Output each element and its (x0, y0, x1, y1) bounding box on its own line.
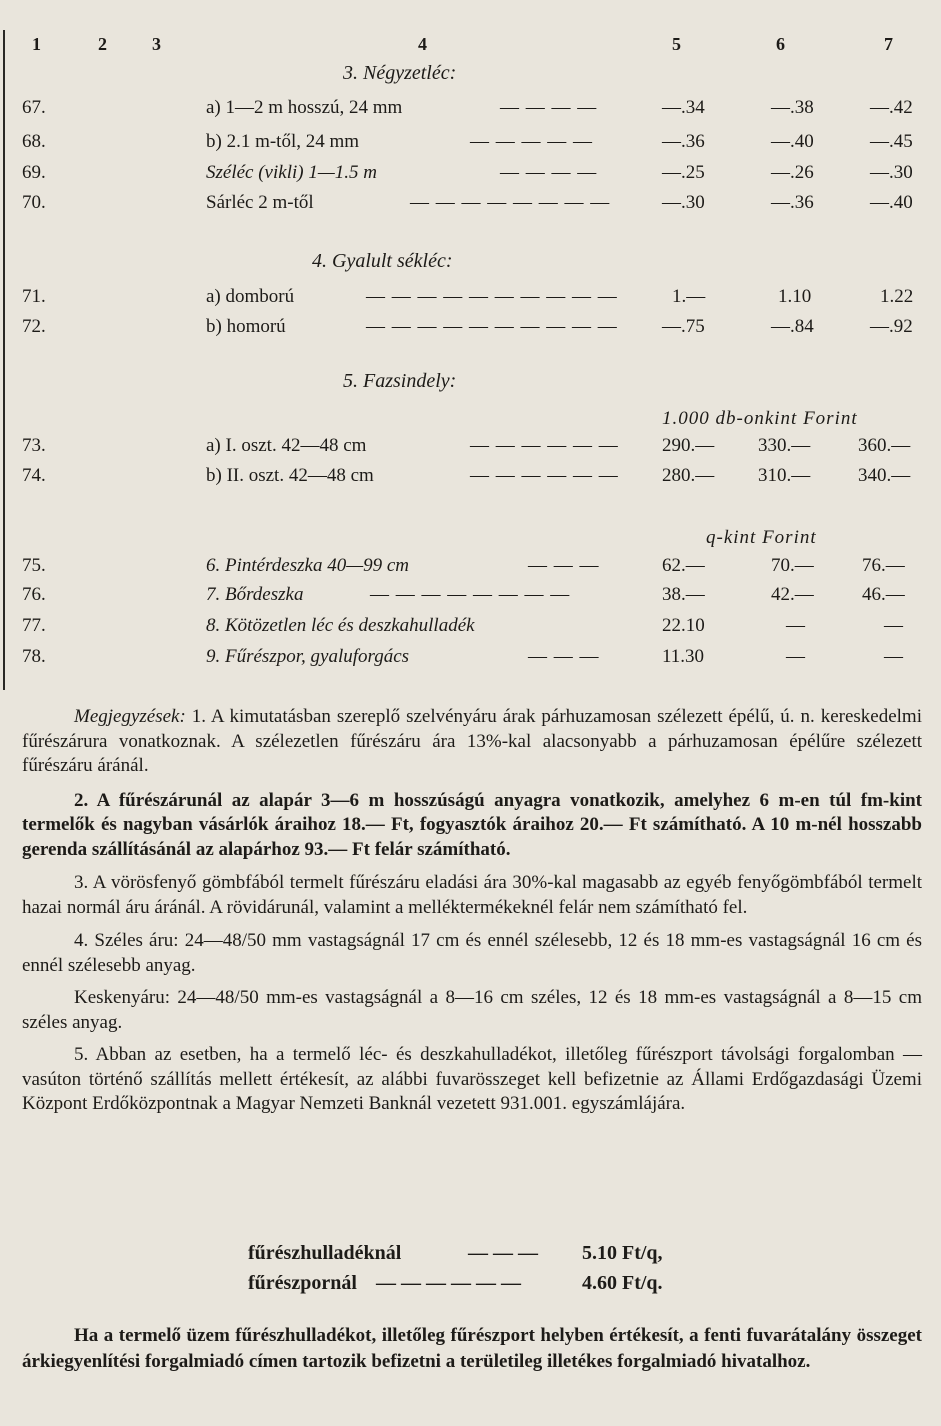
note-2: 2. A fűrészárunál az alapár 3—6 m hosszúságú anyagra vonatkozik, amelyhez 6 m-en túl fm-kint termelők és nagyban vásárlók áraihoz 18.— Ft, fogyasztók áraihoz 20.— Ft számítható. A 10 m-nél hosszabb gerenda szállításánál az alapárhoz 93.— Ft felár számítható. (22, 789, 922, 860)
price-col7: 1.22 (880, 286, 914, 307)
row-number: 72. (22, 316, 46, 337)
price-col7: 360.— (858, 435, 911, 456)
section-title-fazsindely: 5. Fazsindely: (343, 370, 457, 392)
row-label: a) I. oszt. 42—48 cm (206, 435, 367, 456)
price-col5: 22.10 (662, 615, 705, 636)
price-col6: —.38 (771, 97, 814, 118)
price-col5: 11.30 (662, 646, 705, 667)
price-col7: —.92 (870, 316, 913, 337)
price-col6: 330.— (758, 435, 811, 456)
row-number: 74. (22, 465, 46, 486)
fee-label: fűrészhulladéknál (248, 1242, 402, 1264)
unit-per-quintal: q-kint Forint (706, 527, 817, 548)
row-number: 71. (22, 286, 46, 307)
leader-dashes: — — — — — — — — (370, 584, 571, 605)
row-number: 68. (22, 131, 46, 152)
col-header-7: 7 (884, 34, 893, 54)
price-col6: 310.— (758, 465, 811, 486)
price-col7: 76.— (862, 555, 905, 576)
price-col7: — (884, 646, 903, 667)
price-col5: —.34 (662, 97, 705, 118)
price-col6: —.84 (771, 316, 814, 337)
final-paragraph (22, 1323, 922, 1375)
note-4-wide: 4. Széles áru: 24—48/50 mm vastagságnál 17 cm és ennél szélesebb, 12 és 18 mm-es vastagságnál 16 cm és ennél szélesebb anyag. (22, 930, 922, 976)
section-title-negyzetlec: 3. Négyzetléc: (343, 62, 457, 84)
row-label: Sárléc 2 m-től (206, 192, 314, 213)
price-col5: —.25 (662, 162, 705, 183)
fee-label: fűrészpornál (248, 1272, 357, 1294)
price-col6: 42.— (771, 584, 814, 605)
row-number: 77. (22, 615, 46, 636)
price-col5: 290.— (662, 435, 715, 456)
row-number: 70. (22, 192, 46, 213)
price-col5: 62.— (662, 555, 705, 576)
notes-block (22, 705, 922, 1117)
col-header-2: 2 (98, 34, 107, 54)
leader-dashes: — — — — — — (470, 435, 619, 456)
col-header-1: 1 (32, 34, 41, 54)
row-number: 69. (22, 162, 46, 183)
price-col6: —.26 (771, 162, 814, 183)
price-col7: —.42 (870, 97, 913, 118)
note-5: 5. Abban az esetben, ha a termelő léc- és deszkahulladékot, illetőleg fűrészport távolsági forgalomban — vasúton történő szállítás mellett értékesít, az alábbi fuvarösszeget kell befizetnie az Állami Erdőgazdasági Üzemi Központ Erdőközpontnak a Magyar Nemzeti Banknál vezetett 931.001. egyszámlájára. (22, 1044, 922, 1114)
row-number: 67. (22, 97, 46, 118)
leader-dashes: — — — (528, 646, 600, 667)
price-col6: —.36 (771, 192, 814, 213)
section-title-gyalult-seklec: 4. Gyalult sékléc: (312, 250, 453, 272)
price-col7: —.40 (870, 192, 913, 213)
price-col6: 70.— (771, 555, 814, 576)
price-col5: —.36 (662, 131, 705, 152)
price-col6: — (786, 646, 805, 667)
fee-value: 4.60 Ft/q. (582, 1272, 663, 1294)
note-1-text: 1. A kimutatásban szereplő szelvényáru árak párhuzamosan szélezett épélű, ú. n. kereskedelmi fűrészárura vonatkoznak. A szélezetlen fűrészáru ára 13%-kal alacsonyabb a párhuzamosan épélűre szélezett fűrészáru áránál. (22, 706, 922, 776)
price-col5: —.75 (662, 316, 705, 337)
row-label: b) II. oszt. 42—48 cm (206, 465, 374, 486)
leader-dashes: — — — — — — — — — — (366, 316, 618, 337)
leader-dashes: — — — — — (470, 131, 593, 152)
price-col6: — (786, 615, 805, 636)
leader-dashes: — — — — — — — — (410, 192, 611, 213)
row-label: 7. Bőrdeszka (206, 584, 304, 605)
note-3: 3. A vörösfenyő gömbfából termelt fűrészáru eladási ára 30%-kal magasabb az egyéb fenyőgömbfából termelt hazai normál áru áránál. A rövidárunál, valamint a melléktermékeknél felár nem számítható fel. (22, 872, 922, 918)
notes-label: Megjegyzések: (74, 706, 186, 727)
row-number: 73. (22, 435, 46, 456)
unit-per-1000-pieces: 1.000 db-onkint Forint (662, 408, 858, 429)
price-col7: — (884, 615, 903, 636)
price-col5: 38.— (662, 584, 705, 605)
row-number: 75. (22, 555, 46, 576)
fee-value: 5.10 Ft/q, (582, 1242, 663, 1264)
price-col7: 340.— (858, 465, 911, 486)
row-label: a) 1—2 m hosszú, 24 mm (206, 97, 403, 118)
final-text: Ha a termelő üzem fűrészhulladékot, illetőleg fűrészport helyben értékesít, a fenti fuvarátalány összeget árkiegyenlítési forgalmiadó címen tartozik befizetni a területileg illetékes forgalmiadó hivatalhoz. (22, 1325, 922, 1372)
left-margin-rule (3, 30, 5, 690)
row-label: Széléc (vikli) 1—1.5 m (206, 162, 377, 183)
leader-dashes: — — — — (500, 162, 598, 183)
price-col5: —.30 (662, 192, 705, 213)
row-label: 6. Pintérdeszka 40—99 cm (206, 555, 409, 576)
leader-dashes: — — — — — — — — — — (366, 286, 618, 307)
leader-dashes: — — — (468, 1242, 538, 1264)
col-header-5: 5 (672, 34, 681, 54)
note-4-narrow: Keskenyáru: 24—48/50 mm-es vastagságnál a 8—16 cm széles, 12 és 18 mm-es vastagságnál a 8—15 cm széles anyag. (22, 987, 922, 1033)
row-label: b) homorú (206, 316, 286, 337)
leader-dashes: — — — — — — (376, 1272, 521, 1294)
col-header-6: 6 (776, 34, 785, 54)
leader-dashes: — — — (528, 555, 600, 576)
col-header-3: 3 (152, 34, 161, 54)
leader-dashes: — — — — (500, 97, 598, 118)
price-col7: —.30 (870, 162, 913, 183)
price-col6: 1.10 (778, 286, 812, 307)
row-label: a) domború (206, 286, 295, 307)
row-label: b) 2.1 m-től, 24 mm (206, 131, 360, 152)
row-label: 8. Kötözetlen léc és deszkahulladék (206, 615, 475, 636)
price-col7: —.45 (870, 131, 913, 152)
price-col7: 46.— (862, 584, 905, 605)
row-number: 76. (22, 584, 46, 605)
row-label: 9. Fűrészpor, gyaluforgács (206, 646, 410, 667)
price-col6: —.40 (771, 131, 814, 152)
price-col5: 1.— (672, 286, 706, 307)
price-col5: 280.— (662, 465, 715, 486)
col-header-4: 4 (418, 34, 427, 54)
row-number: 78. (22, 646, 46, 667)
leader-dashes: — — — — — — (470, 465, 619, 486)
note-1 (22, 705, 922, 779)
